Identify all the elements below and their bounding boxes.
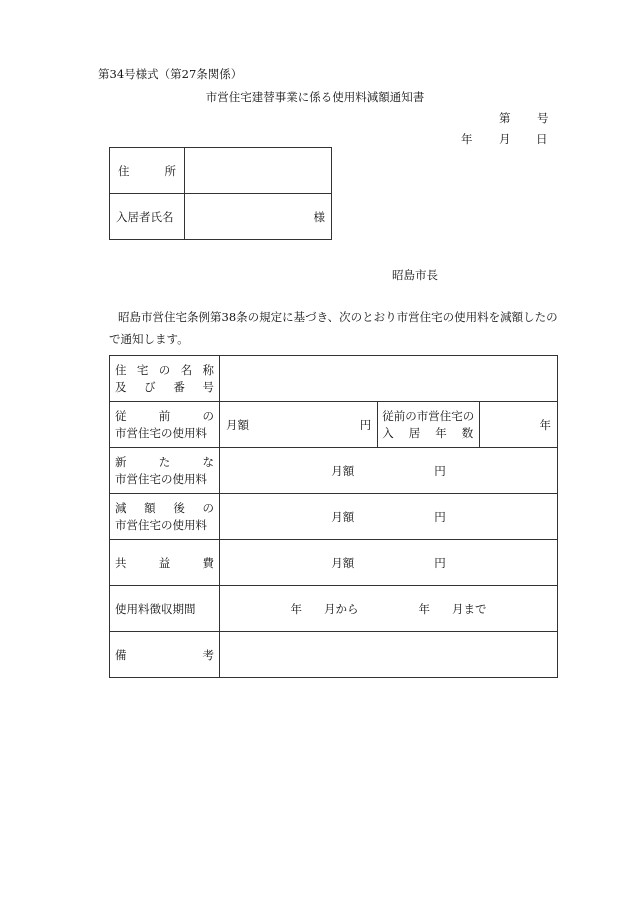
body-text-line-2: で通知します。	[109, 332, 189, 346]
doc-number-prefix: 第	[499, 111, 511, 125]
previous-rent-field[interactable]: 月額 円	[220, 402, 378, 447]
honorific-suffix: 様	[313, 209, 325, 224]
date-month: 月	[499, 132, 511, 146]
previous-residence-years-label: 従前の市営住宅の 入 居 年 数	[378, 402, 480, 447]
reduced-rent-label: 減 額 後 の 市営住宅の使用料	[110, 494, 220, 540]
table-row	[110, 540, 558, 586]
date-year: 年	[461, 132, 473, 146]
body-text-line-1: 昭島市営住宅条例第38条の規定に基づき、次のとおり市営住宅の使用料を減額したの	[118, 310, 558, 324]
address-label: 住 所	[110, 148, 185, 194]
remarks-label: 備 考	[110, 632, 220, 678]
new-rent-label: 新 た な 市営住宅の使用料	[110, 448, 220, 494]
collection-period-field[interactable]: 年 月から 年 月まで	[220, 586, 558, 632]
collection-period-label: 使用料徴収期間	[110, 586, 220, 632]
remarks-field[interactable]	[220, 632, 558, 678]
new-rent-field[interactable]: 月額 円	[220, 448, 558, 494]
address-field[interactable]	[185, 148, 332, 194]
reduced-rent-field[interactable]: 月額 円	[220, 494, 558, 540]
previous-rent-label: 従 前 の 市営住宅の使用料	[110, 402, 220, 448]
recipient-table	[109, 147, 332, 240]
common-fee-field[interactable]: 月額 円	[220, 540, 558, 586]
form-number-label: 第34号様式（第27条関係）	[98, 67, 243, 81]
document-title: 市営住宅建替事業に係る使用料減額通知書	[205, 90, 425, 104]
common-fee-label: 共 益 費	[110, 540, 220, 586]
sender-name: 昭島市長	[392, 268, 438, 282]
table-row	[110, 448, 558, 494]
doc-number-suffix: 号	[537, 111, 549, 125]
resident-name-label: 入居者氏名	[110, 194, 185, 240]
housing-name-field[interactable]	[220, 356, 558, 402]
resident-name-field[interactable]	[185, 194, 332, 240]
table-row	[110, 356, 558, 402]
previous-residence-years-field[interactable]: 年	[480, 402, 557, 447]
table-row	[110, 402, 558, 448]
table-row	[110, 494, 558, 540]
table-row	[110, 632, 558, 678]
table-row	[110, 586, 558, 632]
details-table	[109, 355, 558, 678]
date-day: 日	[536, 132, 548, 146]
housing-name-label: 住 宅 の 名 称 及 び 番 号	[110, 356, 220, 402]
